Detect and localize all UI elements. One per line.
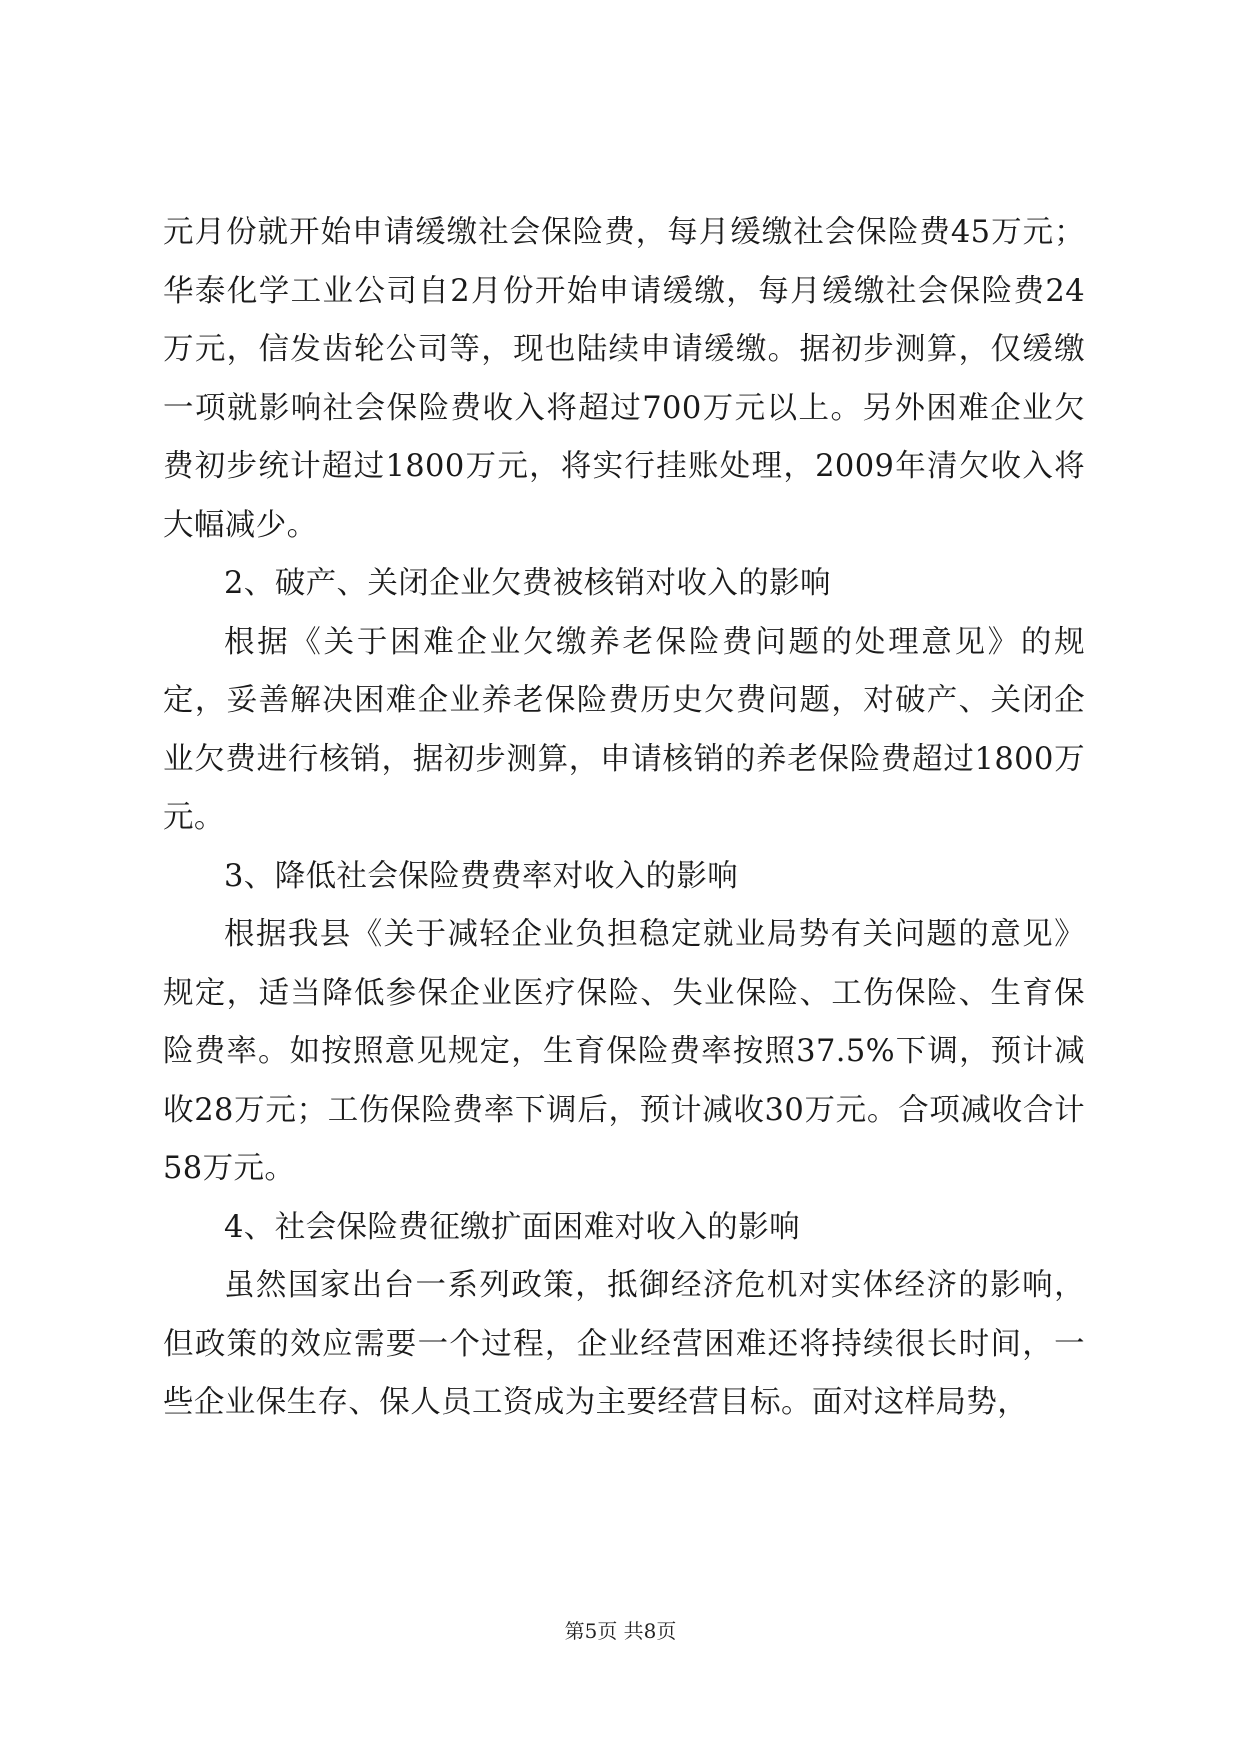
paragraph-continuation: 元月份就开始申请缓缴社会保险费，每月缓缴社会保险费45万元；华泰化学工业公司自2月份开始申请缓缴，每月缓缴社会保险费24万元，信发齿轮公司等，现也陆续申请缓缴。据初步测算，仅缓缴一项就影响社会保险费收入将超过700万元以上。另外困难企业欠费初步统计超过1800万元，将实行挂账处理，2009年清欠收入将大幅减少。 <box>163 215 1085 543</box>
heading-item-3: 3、降低社会保险费费率对收入的影响 <box>224 858 739 894</box>
heading-item-4: 4、社会保险费征缴扩面困难对收入的影响 <box>224 1209 801 1245</box>
paragraph-item-4: 虽然国家出台一系列政策，抵御经济危机对实体经济的影响，但政策的效应需要一个过程，企业经营困难还将持续很长时间，一些企业保生存、保人员工资成为主要经营目标。面对这样局势， <box>163 1268 1085 1420</box>
paragraph-item-3: 根据我县《关于减轻企业负担稳定就业局势有关问题的意见》规定，适当降低参保企业医疗保险、失业保险、工伤保险、生育保险费率。如按照意见规定，生育保险费率按照37.5%下调，预计减收28万元；工伤保险费率下调后，预计减收30万元。合项减收合计58万元。 <box>163 917 1085 1186</box>
document-body <box>163 204 1085 1433</box>
heading-item-2: 2、破产、关闭企业欠费被核销对收入的影响 <box>224 566 831 601</box>
paragraph-item-2: 根据《关于困难企业欠缴养老保险费问题的处理意见》的规定，妥善解决困难企业养老保险费历史欠费问题，对破产、关闭企业欠费进行核销，据初步测算，申请核销的养老保险费超过1800万元。 <box>163 624 1085 835</box>
page-number-footer: 第5页 共8页 <box>564 1619 677 1643</box>
